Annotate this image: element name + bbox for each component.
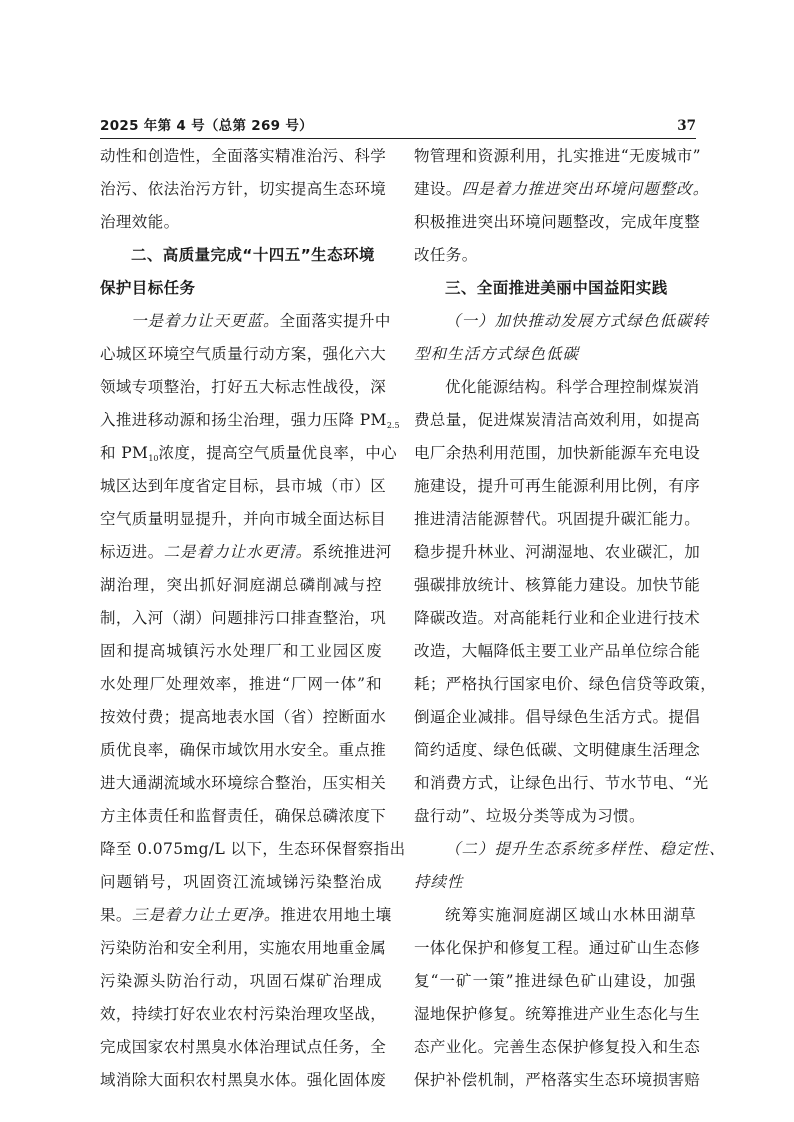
text-line: 态产业化。完善生态保护修复投入和生态 xyxy=(414,1038,701,1056)
text-line: 一体化保护和修复工程。通过矿山生态修 xyxy=(414,939,701,957)
section-heading-cont: 保护目标任务 xyxy=(100,279,196,297)
text-line: 简约适度、绿色低碳、文明健康生活理念 xyxy=(414,741,701,759)
text-line: 和消费方式，让绿色出行、节水节电、“光 xyxy=(414,774,709,792)
emphasis-text: 四是着力推进突出环境问题整改。 xyxy=(461,180,710,198)
left-column xyxy=(100,140,406,1097)
text-line xyxy=(100,404,400,437)
text-span: 标迈进。 xyxy=(100,543,164,561)
paragraph-line: 统筹实施洞庭湖区域山水林田湖草 xyxy=(445,906,696,924)
text-line: 域消除大面积农村黑臭水体。强化固体废 xyxy=(100,1071,387,1089)
text-line: 方主体责任和监督责任，确保总磷浓度下 xyxy=(100,807,387,825)
text-line: 湿地保护修复。统筹推进产业生态化与生 xyxy=(414,1005,701,1023)
emphasis-text: 三是着力让土更净。 xyxy=(131,906,281,924)
page-number: 37 xyxy=(677,118,696,134)
text-line: 城区达到年度省定目标，县市城（市）区 xyxy=(100,477,387,495)
text-line: 领域专项整治，打好五大标志性战役，深 xyxy=(100,378,387,396)
text-line: 动性和创造性，全面落实精准治污、科学 xyxy=(100,147,387,165)
section-heading: 二、高质量完成“十四五”生态环境 xyxy=(131,246,375,264)
subsection-heading: （二）提升生态系统多样性、稳定性、 xyxy=(445,840,726,858)
subscript: 10 xyxy=(148,454,159,463)
section-heading: 三、全面推进美丽中国益阳实践 xyxy=(445,279,668,297)
text-line: 施建设，提升可再生能源利用比例，有序 xyxy=(414,477,701,495)
subsection-heading-cont: 持续性 xyxy=(414,873,464,891)
text-line: 改造，大幅降低主要工业产品单位综合能 xyxy=(414,642,701,660)
text-line xyxy=(100,437,398,470)
text-line: 效，持续打好农业农村污染治理攻坚战， xyxy=(100,1005,387,1023)
text-span: 全面落实提升中 xyxy=(279,312,391,330)
text-line: 推进清洁能源替代。巩固提升碳汇能力。 xyxy=(414,510,701,528)
text-line: 治污、依法治污方针，切实提高生态环境 xyxy=(100,180,387,198)
text-line: 制，入河（湖）问题排污口排查整治，巩 xyxy=(100,609,387,627)
text-line: 倒逼企业减排。倡导绿色生活方式。提倡 xyxy=(414,708,701,726)
text-span: 果。 xyxy=(100,906,132,924)
text-span: 推进农用地土壤 xyxy=(280,906,392,924)
text-span: 入推进移动源和扬尘治理，强力压降 PM xyxy=(100,411,387,429)
text-line: 稳步提升林业、河湖湿地、农业碳汇，加 xyxy=(414,543,701,561)
paragraph-line xyxy=(100,305,391,338)
text-line: 降至 0.075mg/L 以下，生态环保督察指出 xyxy=(100,840,406,858)
text-line: 质优良率，确保市域饮用水安全。重点推 xyxy=(100,741,387,759)
header-rule xyxy=(100,138,696,139)
text-line: 水处理厂处理效率，推进“厂网一体”和 xyxy=(100,675,382,693)
text-line xyxy=(414,173,710,206)
text-line: 耗；严格执行国家电价、绿色信贷等政策， xyxy=(414,675,717,693)
text-line: 复“一矿一策”推进绿色矿山建设，加强 xyxy=(414,972,696,990)
text-line: 强碳排放统计、核算能力建设。加快节能 xyxy=(414,576,701,594)
text-line: 心城区环境空气质量行动方案，强化六大 xyxy=(100,345,387,363)
text-line: 盘行动”、垃圾分类等成为习惯。 xyxy=(414,807,645,825)
text-line: 治理效能。 xyxy=(100,213,180,231)
text-span: 浓度，提高空气质量优良率，中心 xyxy=(158,444,398,462)
right-column xyxy=(414,140,726,1097)
text-line: 湖治理，突出抓好洞庭湖总磷削减与控 xyxy=(100,576,382,594)
text-line: 空气质量明显提升，并向市城全面达标目 xyxy=(100,510,387,528)
text-span: 和 PM xyxy=(100,444,149,462)
text-line: 积极推进突出环境问题整改，完成年度整 xyxy=(414,213,701,231)
text-line: 改任务。 xyxy=(414,246,478,264)
subsection-heading-cont: 型和生活方式绿色低碳 xyxy=(414,345,580,363)
text-line: 完成国家农村黑臭水体治理试点任务，全 xyxy=(100,1038,387,1056)
text-line: 物管理和资源利用，扎实推进“无废城市” xyxy=(414,147,701,165)
text-span: 建设。 xyxy=(414,180,462,198)
emphasis-text: 一是着力让天更蓝。 xyxy=(131,312,280,330)
paragraph-line: 优化能源结构。科学合理控制煤炭消 xyxy=(445,378,700,396)
text-line: 污染源头防治行动，巩固石煤矿治理成 xyxy=(100,972,382,990)
subsection-heading: （一）加快推动发展方式绿色低碳转 xyxy=(445,312,710,330)
text-line: 固和提高城镇污水处理厂和工业园区废 xyxy=(100,642,382,660)
text-line: 进大通湖流域水环境综合整治，压实相关 xyxy=(100,774,387,792)
text-line: 费总量，促进煤炭清洁高效利用，如提高 xyxy=(414,411,701,429)
issue-label: 2025 年第 4 号（总第 269 号） xyxy=(100,118,313,134)
text-line: 按效付费；提高地表水国（省）控断面水 xyxy=(100,708,387,726)
emphasis-text: 二是着力让水更清。 xyxy=(163,543,313,561)
text-span: 系统推进河 xyxy=(312,543,392,561)
text-line: 保护补偿机制，严格落实生态环境损害赔 xyxy=(414,1071,701,1089)
text-line xyxy=(100,899,392,932)
text-line: 降碳改造。对高能耗行业和企业进行技术 xyxy=(414,609,701,627)
text-line xyxy=(100,536,392,569)
text-line: 污染防治和安全利用，实施农用地重金属 xyxy=(100,939,387,957)
text-line: 电厂余热利用范围，加快新能源车充电设 xyxy=(414,444,701,462)
subscript: 2.5 xyxy=(386,421,400,430)
text-line: 问题销号，巩固资江流域锑污染整治成 xyxy=(100,873,382,891)
